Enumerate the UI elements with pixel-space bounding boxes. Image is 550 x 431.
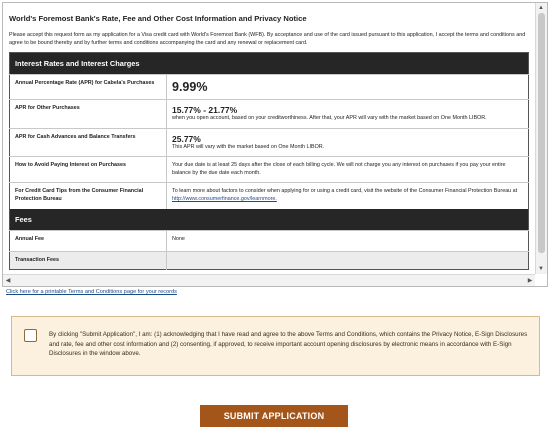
- rate-note: when you open account, based on your creditworthiness. After that, your APR will vary with the market based on One Month LIBOR.: [172, 115, 487, 121]
- rates-table: [9, 52, 529, 270]
- row-note: To learn more about factors to consider when applying for or using a credit card, visit the website of the Consumer Financial Protection Bureau at: [172, 188, 518, 195]
- row-label: For Credit Card Tips from the Consumer Financial Protection Bureau: [10, 183, 167, 209]
- row-label: APR for Cash Advances and Balance Transfers: [10, 128, 167, 157]
- terms-content: [3, 3, 535, 274]
- printable-terms-link[interactable]: Click here for a printable Terms and Conditions page for your records: [6, 289, 177, 295]
- table-row: [10, 128, 529, 157]
- submit-application-button[interactable]: SUBMIT APPLICATION: [200, 405, 348, 427]
- notice-title: World's Foremost Bank's Rate, Fee and Other Cost Information and Privacy Notice: [9, 14, 307, 23]
- horizontal-scrollbar[interactable]: [3, 274, 535, 286]
- row-label: Transaction Fees: [10, 251, 167, 270]
- terms-panel[interactable]: [2, 2, 548, 287]
- scroll-thumb[interactable]: [538, 13, 545, 253]
- consent-text: By clicking "Submit Application", I am: (1) acknowledging that I have read and agree to the above Terms and Conditions, which contains the Privacy Notice, E-Sign Disclosures and rate, fee and other cost information and (2) consenting, if approved, to receive important account opening disclosures by electronic means in accordance with E-Sign Disclosures in the window above.: [49, 331, 528, 358]
- vertical-scrollbar[interactable]: [535, 3, 547, 274]
- row-label: Annual Percentage Rate (APR) for Cabela's Purchases: [10, 75, 167, 100]
- table-row: [10, 251, 529, 270]
- scroll-down-icon[interactable]: ▼: [538, 266, 544, 272]
- rate-value: 9.99%: [172, 80, 208, 94]
- row-label: Annual Fee: [10, 230, 167, 251]
- table-row: [10, 183, 529, 209]
- table-row: [10, 100, 529, 129]
- section-header-rates: Interest Rates and Interest Charges: [10, 53, 529, 75]
- row-note: Your due date is at least 25 days after the close of each billing cycle. We will not charge you any interest on purchases if you pay your entire balance by the due date each month.: [167, 157, 529, 183]
- table-row: [10, 157, 529, 183]
- row-label: APR for Other Purchases: [10, 100, 167, 129]
- row-label: How to Avoid Paying Interest on Purchases: [10, 157, 167, 183]
- consent-box: [11, 316, 540, 376]
- rate-value: 15.77% - 21.77%: [172, 105, 238, 115]
- rate-note: This APR will vary with the market based on One Month LIBOR.: [172, 143, 325, 150]
- row-value: None: [167, 230, 529, 251]
- scroll-right-icon[interactable]: ▶: [527, 278, 533, 284]
- scroll-left-icon[interactable]: ◀: [5, 278, 11, 284]
- scroll-up-icon[interactable]: ▲: [538, 5, 544, 11]
- cfpb-link[interactable]: http://www.consumerfinance.gov/learnmore.: [172, 195, 277, 202]
- table-row: [10, 230, 529, 251]
- notice-intro: Please accept this request form as my application for a Visa credit card with World's Foremost Bank (WFB). By acceptance and use of the card issued pursuant to this application, I accept the terms and conditions and agree to be bound thereby and by further terms and conditions accompanying the card and any renewal or replacement card.: [9, 32, 526, 46]
- rate-value: 25.77%: [172, 133, 201, 144]
- table-row: [10, 75, 529, 100]
- consent-checkbox[interactable]: [24, 329, 37, 342]
- section-header-fees: Fees: [10, 209, 529, 231]
